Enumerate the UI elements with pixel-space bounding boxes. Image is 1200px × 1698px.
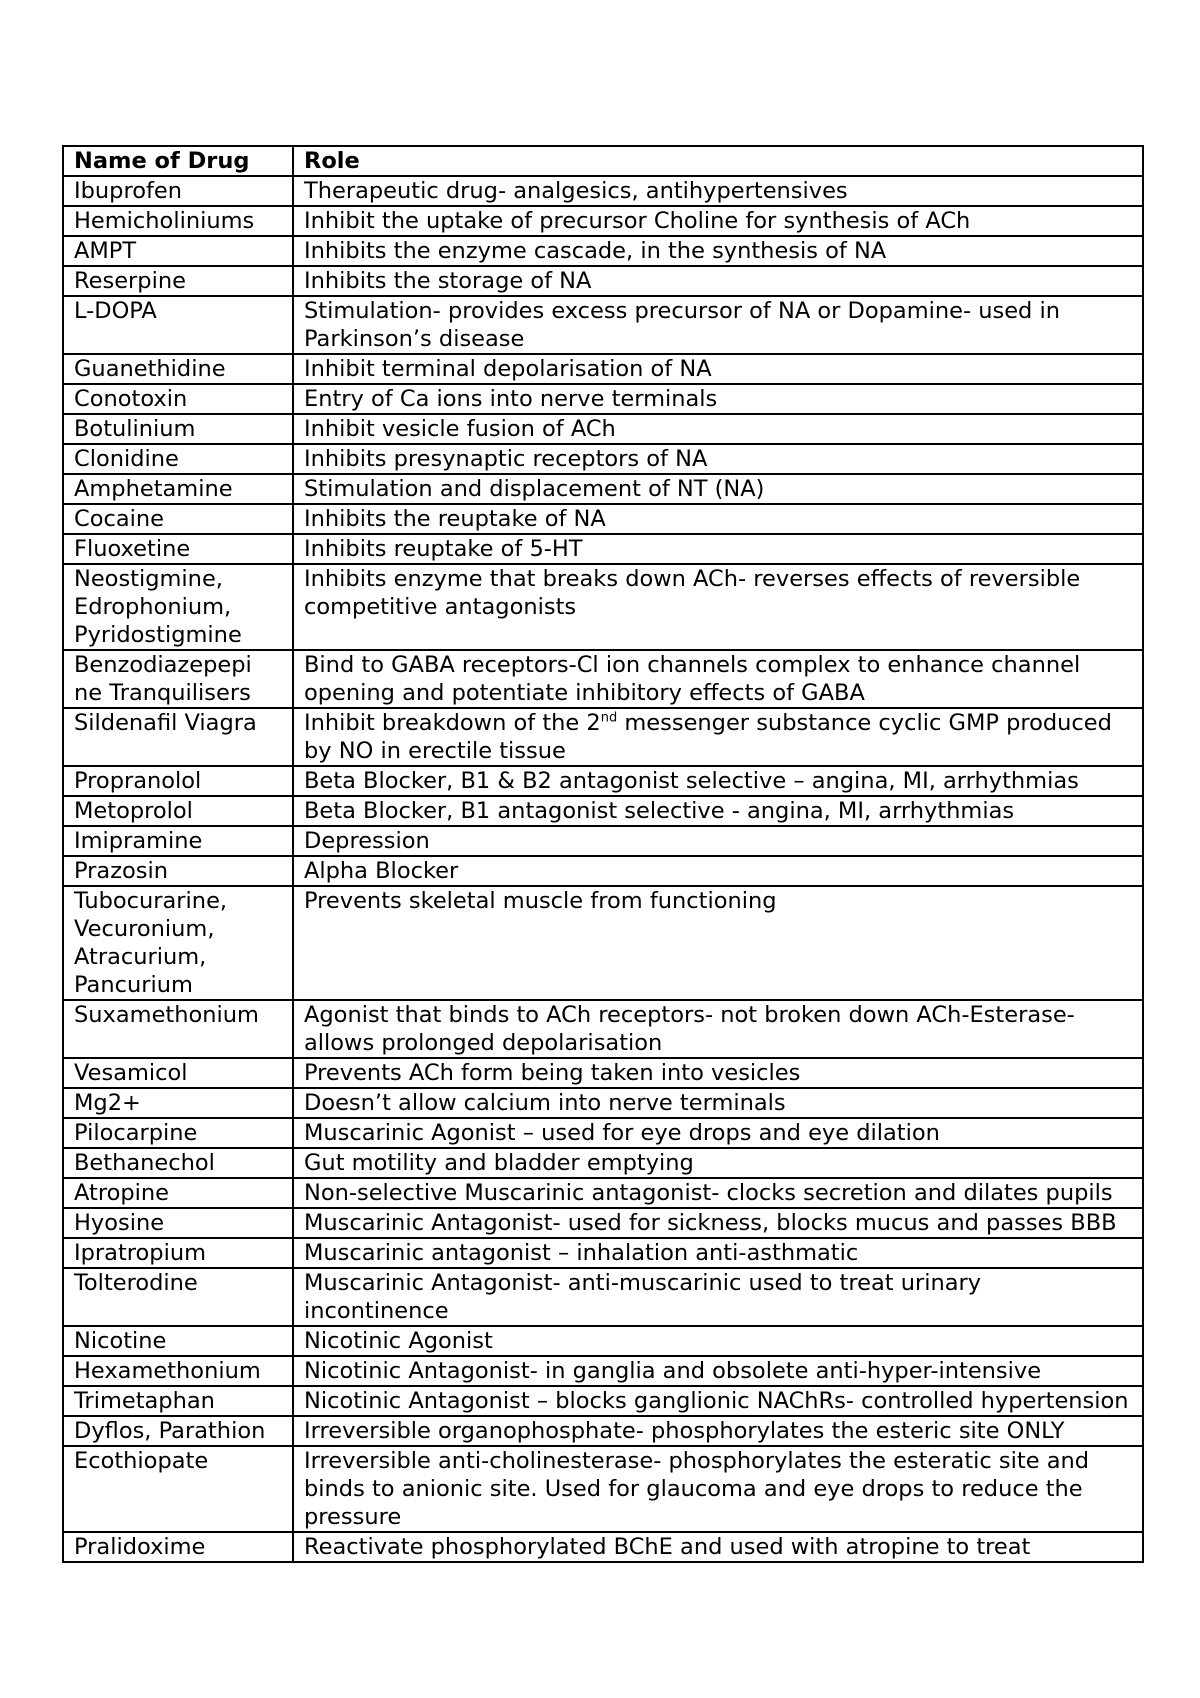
drug-role-part: Inhibit breakdown of the 2 [304,710,601,736]
table-row [63,886,1143,1000]
drug-name: Prazosin [63,856,293,886]
drug-name: Ipratropium [63,1238,293,1268]
drug-role: Agonist that binds to ACh receptors- not broken down ACh-Esterase- allows prolonged depolarisation [293,1000,1143,1058]
table-row [63,856,1143,886]
table-row [63,1000,1143,1058]
drug-name: Tubocurarine, Vecuronium, Atracurium, Pancurium [63,886,293,1000]
table-row [63,1208,1143,1238]
drug-name: Bethanechol [63,1148,293,1178]
ordinal-superscript: nd [600,710,618,726]
table-row [63,384,1143,414]
table-row [63,1058,1143,1088]
table-row [63,266,1143,296]
drug-name: Atropine [63,1178,293,1208]
drug-name: Benzodiazepepi ne Tranquilisers [63,650,293,708]
table-row [63,414,1143,444]
table-row [63,296,1143,354]
drug-role: Stimulation and displacement of NT (NA) [293,474,1143,504]
table-row [63,444,1143,474]
drug-role: Nicotinic Antagonist – blocks ganglionic NAChRs- controlled hypertension [293,1386,1143,1416]
drug-role: Nicotinic Antagonist- in ganglia and obsolete anti-hyper-intensive [293,1356,1143,1386]
drug-role: Gut motility and bladder emptying [293,1148,1143,1178]
drug-name: Conotoxin [63,384,293,414]
drug-role: Bind to GABA receptors-Cl ion channels complex to enhance channel opening and potentiate inhibitory effects of GABA [293,650,1143,708]
header-role: Role [293,146,1143,176]
drug-role-part: messenger substance cyclic GMP produced by NO in erectile tissue [304,710,1112,764]
drug-table [62,145,1144,1563]
table-row [63,1386,1143,1416]
drug-name: Propranolol [63,766,293,796]
table-row [63,564,1143,650]
drug-role: Beta Blocker, B1 antagonist selective - angina, MI, arrhythmias [293,796,1143,826]
table-row [63,176,1143,206]
table-row [63,504,1143,534]
drug-name: Ecothiopate [63,1446,293,1532]
table-row [63,1356,1143,1386]
drug-role: Irreversible anti-cholinesterase- phosphorylates the esteratic site and binds to anionic site. Used for glaucoma and eye drops to reduce the pressure [293,1446,1143,1532]
drug-name: Reserpine [63,266,293,296]
drug-name: AMPT [63,236,293,266]
drug-role: Inhibits the reuptake of NA [293,504,1143,534]
drug-name: Pilocarpine [63,1118,293,1148]
drug-role: Muscarinic Antagonist- anti-muscarinic used to treat urinary incontinence [293,1268,1143,1326]
table-row [63,1326,1143,1356]
drug-role: Inhibits presynaptic receptors of NA [293,444,1143,474]
drug-role: Inhibit vesicle fusion of ACh [293,414,1143,444]
table-row [63,1532,1143,1562]
table-row [63,1416,1143,1446]
table-row [63,1238,1143,1268]
drug-role: Inhibits reuptake of 5-HT [293,534,1143,564]
table-row [63,534,1143,564]
table-row [63,796,1143,826]
drug-role: Nicotinic Agonist [293,1326,1143,1356]
drug-role [293,708,1143,766]
drug-name: Hemicholiniums [63,206,293,236]
header-name-of-drug: Name of Drug [63,146,293,176]
drug-name: Trimetaphan [63,1386,293,1416]
table-header [63,146,1143,176]
drug-name: Vesamicol [63,1058,293,1088]
table-row [63,1446,1143,1532]
drug-name: Dyflos, Parathion [63,1416,293,1446]
drug-name: Guanethidine [63,354,293,384]
drug-role: Reactivate phosphorylated BChE and used with atropine to treat [293,1532,1143,1562]
drug-name: Cocaine [63,504,293,534]
drug-role: Inhibits enzyme that breaks down ACh- reverses effects of reversible competitive antagonists [293,564,1143,650]
drug-role: Prevents ACh form being taken into vesicles [293,1058,1143,1088]
table-row [63,1118,1143,1148]
table-body [63,176,1143,1562]
drug-name: Mg2+ [63,1088,293,1118]
table-row [63,206,1143,236]
drug-role: Therapeutic drug- analgesics, antihypertensives [293,176,1143,206]
drug-name: Sildenafil Viagra [63,708,293,766]
drug-role: Doesn’t allow calcium into nerve terminals [293,1088,1143,1118]
drug-role: Entry of Ca ions into nerve terminals [293,384,1143,414]
drug-name: Tolterodine [63,1268,293,1326]
table-row [63,236,1143,266]
drug-name: Amphetamine [63,474,293,504]
drug-name: Pralidoxime [63,1532,293,1562]
drug-role: Beta Blocker, B1 & B2 antagonist selective – angina, MI, arrhythmias [293,766,1143,796]
drug-role: Muscarinic Agonist – used for eye drops and eye dilation [293,1118,1143,1148]
drug-role: Alpha Blocker [293,856,1143,886]
drug-role: Muscarinic antagonist – inhalation anti-asthmatic [293,1238,1143,1268]
table-row [63,474,1143,504]
header-row [63,146,1143,176]
table-row [63,1088,1143,1118]
drug-role: Inhibit terminal depolarisation of NA [293,354,1143,384]
table-row [63,1178,1143,1208]
drug-name: Fluoxetine [63,534,293,564]
table-row [63,826,1143,856]
drug-name: Hexamethonium [63,1356,293,1386]
table-row [63,1148,1143,1178]
drug-role: Inhibit the uptake of precursor Choline for synthesis of ACh [293,206,1143,236]
drug-role: Stimulation- provides excess precursor of NA or Dopamine- used in Parkinson’s disease [293,296,1143,354]
drug-role: Depression [293,826,1143,856]
drug-name: Botulinium [63,414,293,444]
drug-name: Hyosine [63,1208,293,1238]
drug-name: Clonidine [63,444,293,474]
table-row [63,354,1143,384]
drug-role: Prevents skeletal muscle from functioning [293,886,1143,1000]
table-row [63,650,1143,708]
drug-name: Neostigmine, Edrophonium, Pyridostigmine [63,564,293,650]
drug-role: Irreversible organophosphate- phosphorylates the esteric site ONLY [293,1416,1143,1446]
drug-name: Nicotine [63,1326,293,1356]
drug-role: Muscarinic Antagonist- used for sickness, blocks mucus and passes BBB [293,1208,1143,1238]
table-row [63,1268,1143,1326]
drug-role: Inhibits the storage of NA [293,266,1143,296]
drug-role: Inhibits the enzyme cascade, in the synthesis of NA [293,236,1143,266]
drug-name: Metoprolol [63,796,293,826]
drug-name: L-DOPA [63,296,293,354]
drug-name: Suxamethonium [63,1000,293,1058]
drug-name: Ibuprofen [63,176,293,206]
table-row [63,708,1143,766]
drug-role: Non-selective Muscarinic antagonist- clocks secretion and dilates pupils [293,1178,1143,1208]
drug-name: Imipramine [63,826,293,856]
table-row [63,766,1143,796]
